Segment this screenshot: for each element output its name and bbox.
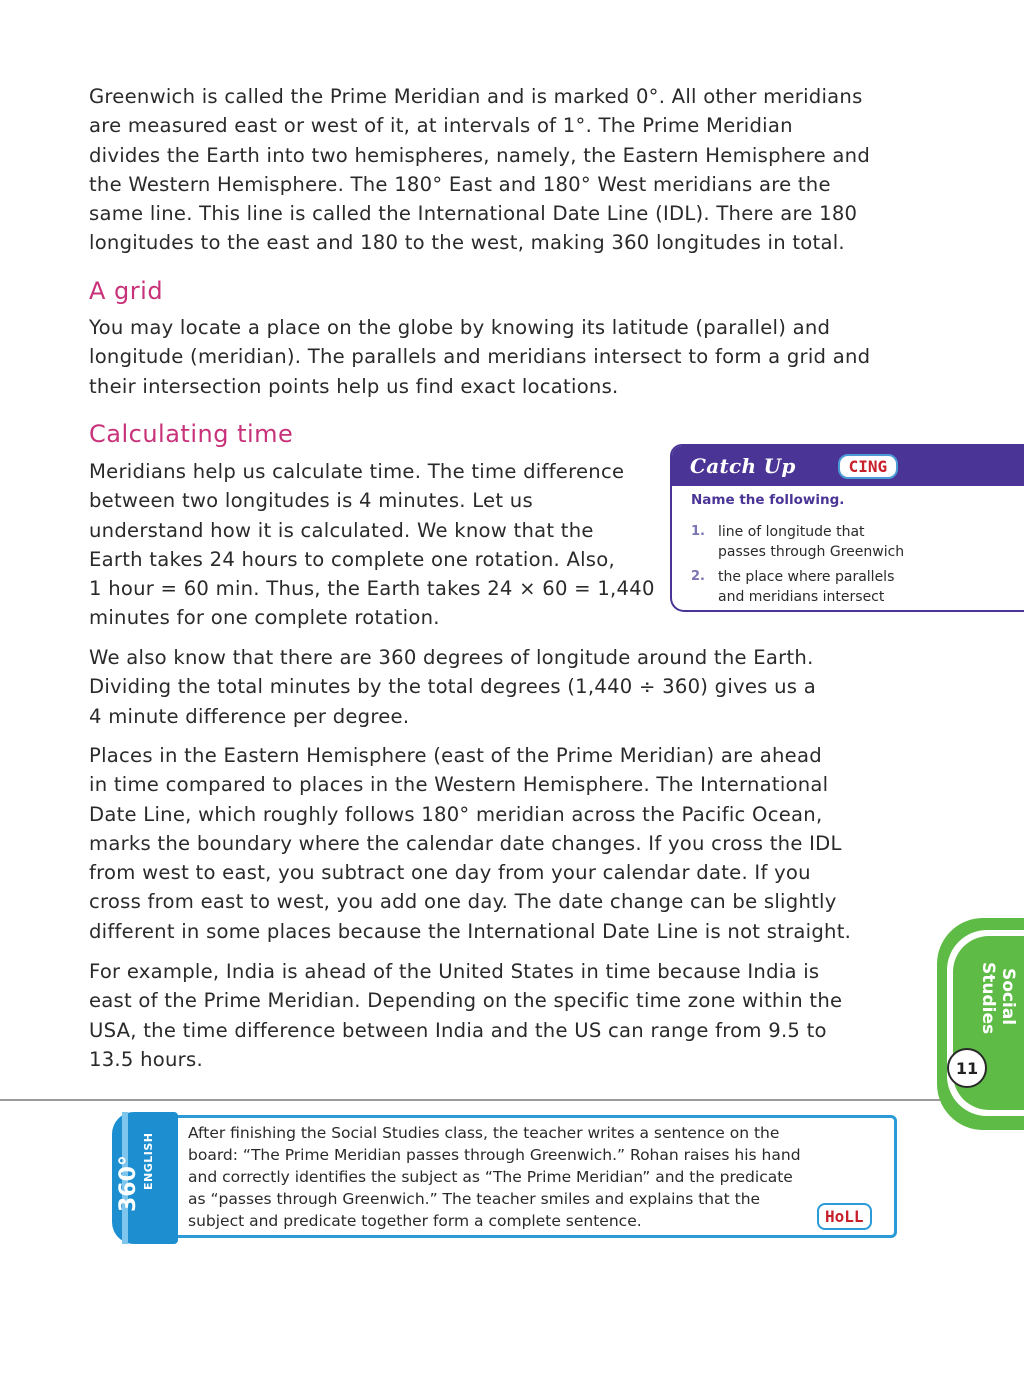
catch-up-item: 2. the place where parallels and meridians intersect — [691, 569, 895, 605]
paragraph-calculating-time: Meridians help us calculate time. The time difference between two longitudes is 4 minutes. Let us understand how it is calculated. We know that the Earth takes 24 hours to complete one rotation. Also, 1 hour = 60 min. Thus, the Earth takes 24 × 60 = 1,440 minutes for one complete rotation. — [89, 460, 655, 630]
badge-english-label: ENGLISH — [142, 1132, 155, 1190]
heading-a-grid: A grid — [89, 277, 164, 305]
subject-label: Social Studies — [978, 962, 1018, 1035]
paragraph-hemispheres: Places in the Eastern Hemisphere (east of the Prime Meridian) are ahead in time compared to places in the Western Hemisphere. The International Date Line, which roughly follows 180° meridian across the Pacific Ocean, marks the boundary where the calendar date changes. If you cross the IDL from west to east, you subtract one day from your calendar date. If you cross from east to west, you add one day. The date change can be slightly different in some places because the International Date Line is not straight. — [89, 744, 852, 943]
cing-tag: CING — [838, 454, 899, 479]
catch-up-header — [672, 446, 1024, 486]
heading-calculating-time: Calculating time — [89, 420, 294, 448]
paragraph-prime-meridian: Greenwich is called the Prime Meridian and is marked 0°. All other meridians are measured east or west of it, at intervals of 1°. The Prime Meridian divides the Earth into two hemispheres, namely, the Eastern Hemisphere and the Western Hemisphere. The 180° East and 180° West meridians are the same line. This line is called the International Date Line (IDL). There are 180 longitudes to the east and 180 to the west, making 360 longitudes in total. — [89, 85, 871, 255]
page-number: 11 — [947, 1048, 987, 1088]
paragraph-grid: You may locate a place on the globe by knowing its latitude (parallel) and longitude (meridian). The parallels and meridians intersect to form a grid and their intersection points help us find exact locations. — [89, 316, 871, 398]
english-box-text: After finishing the Social Studies class, the teacher writes a sentence on the board: “The Prime Meridian passes through Greenwich.” Rohan raises his hand and correctly identifies the subject as “The Prime Meridian” and the predicate as “passes through Greenwich.” The teacher smiles and explains that the subject and predicate together form a complete sentence. — [188, 1124, 801, 1230]
badge-360-label: 360° — [116, 1155, 141, 1212]
paragraph-example-india: For example, India is ahead of the United States in time because India is east of the Prime Meridian. Depending on the specific time zone within the USA, the time difference between India and the US can range from 9.5 to 13.5 hours. — [89, 960, 843, 1071]
catch-up-list — [691, 522, 904, 612]
catch-up-instruction: Name the following. — [691, 492, 845, 508]
page-divider — [0, 1099, 940, 1101]
catch-up-title: Catch Up — [690, 454, 796, 478]
catch-up-item: 1. line of longitude that passes through Greenwich — [691, 524, 905, 560]
catch-up-box — [670, 444, 1024, 612]
holl-tag: HoLL — [817, 1203, 872, 1230]
paragraph-degrees: We also know that there are 360 degrees of longitude around the Earth. Dividing the total minutes by the total degrees (1,440 ÷ 360) gives us a 4 minute difference per degree. — [89, 646, 816, 728]
